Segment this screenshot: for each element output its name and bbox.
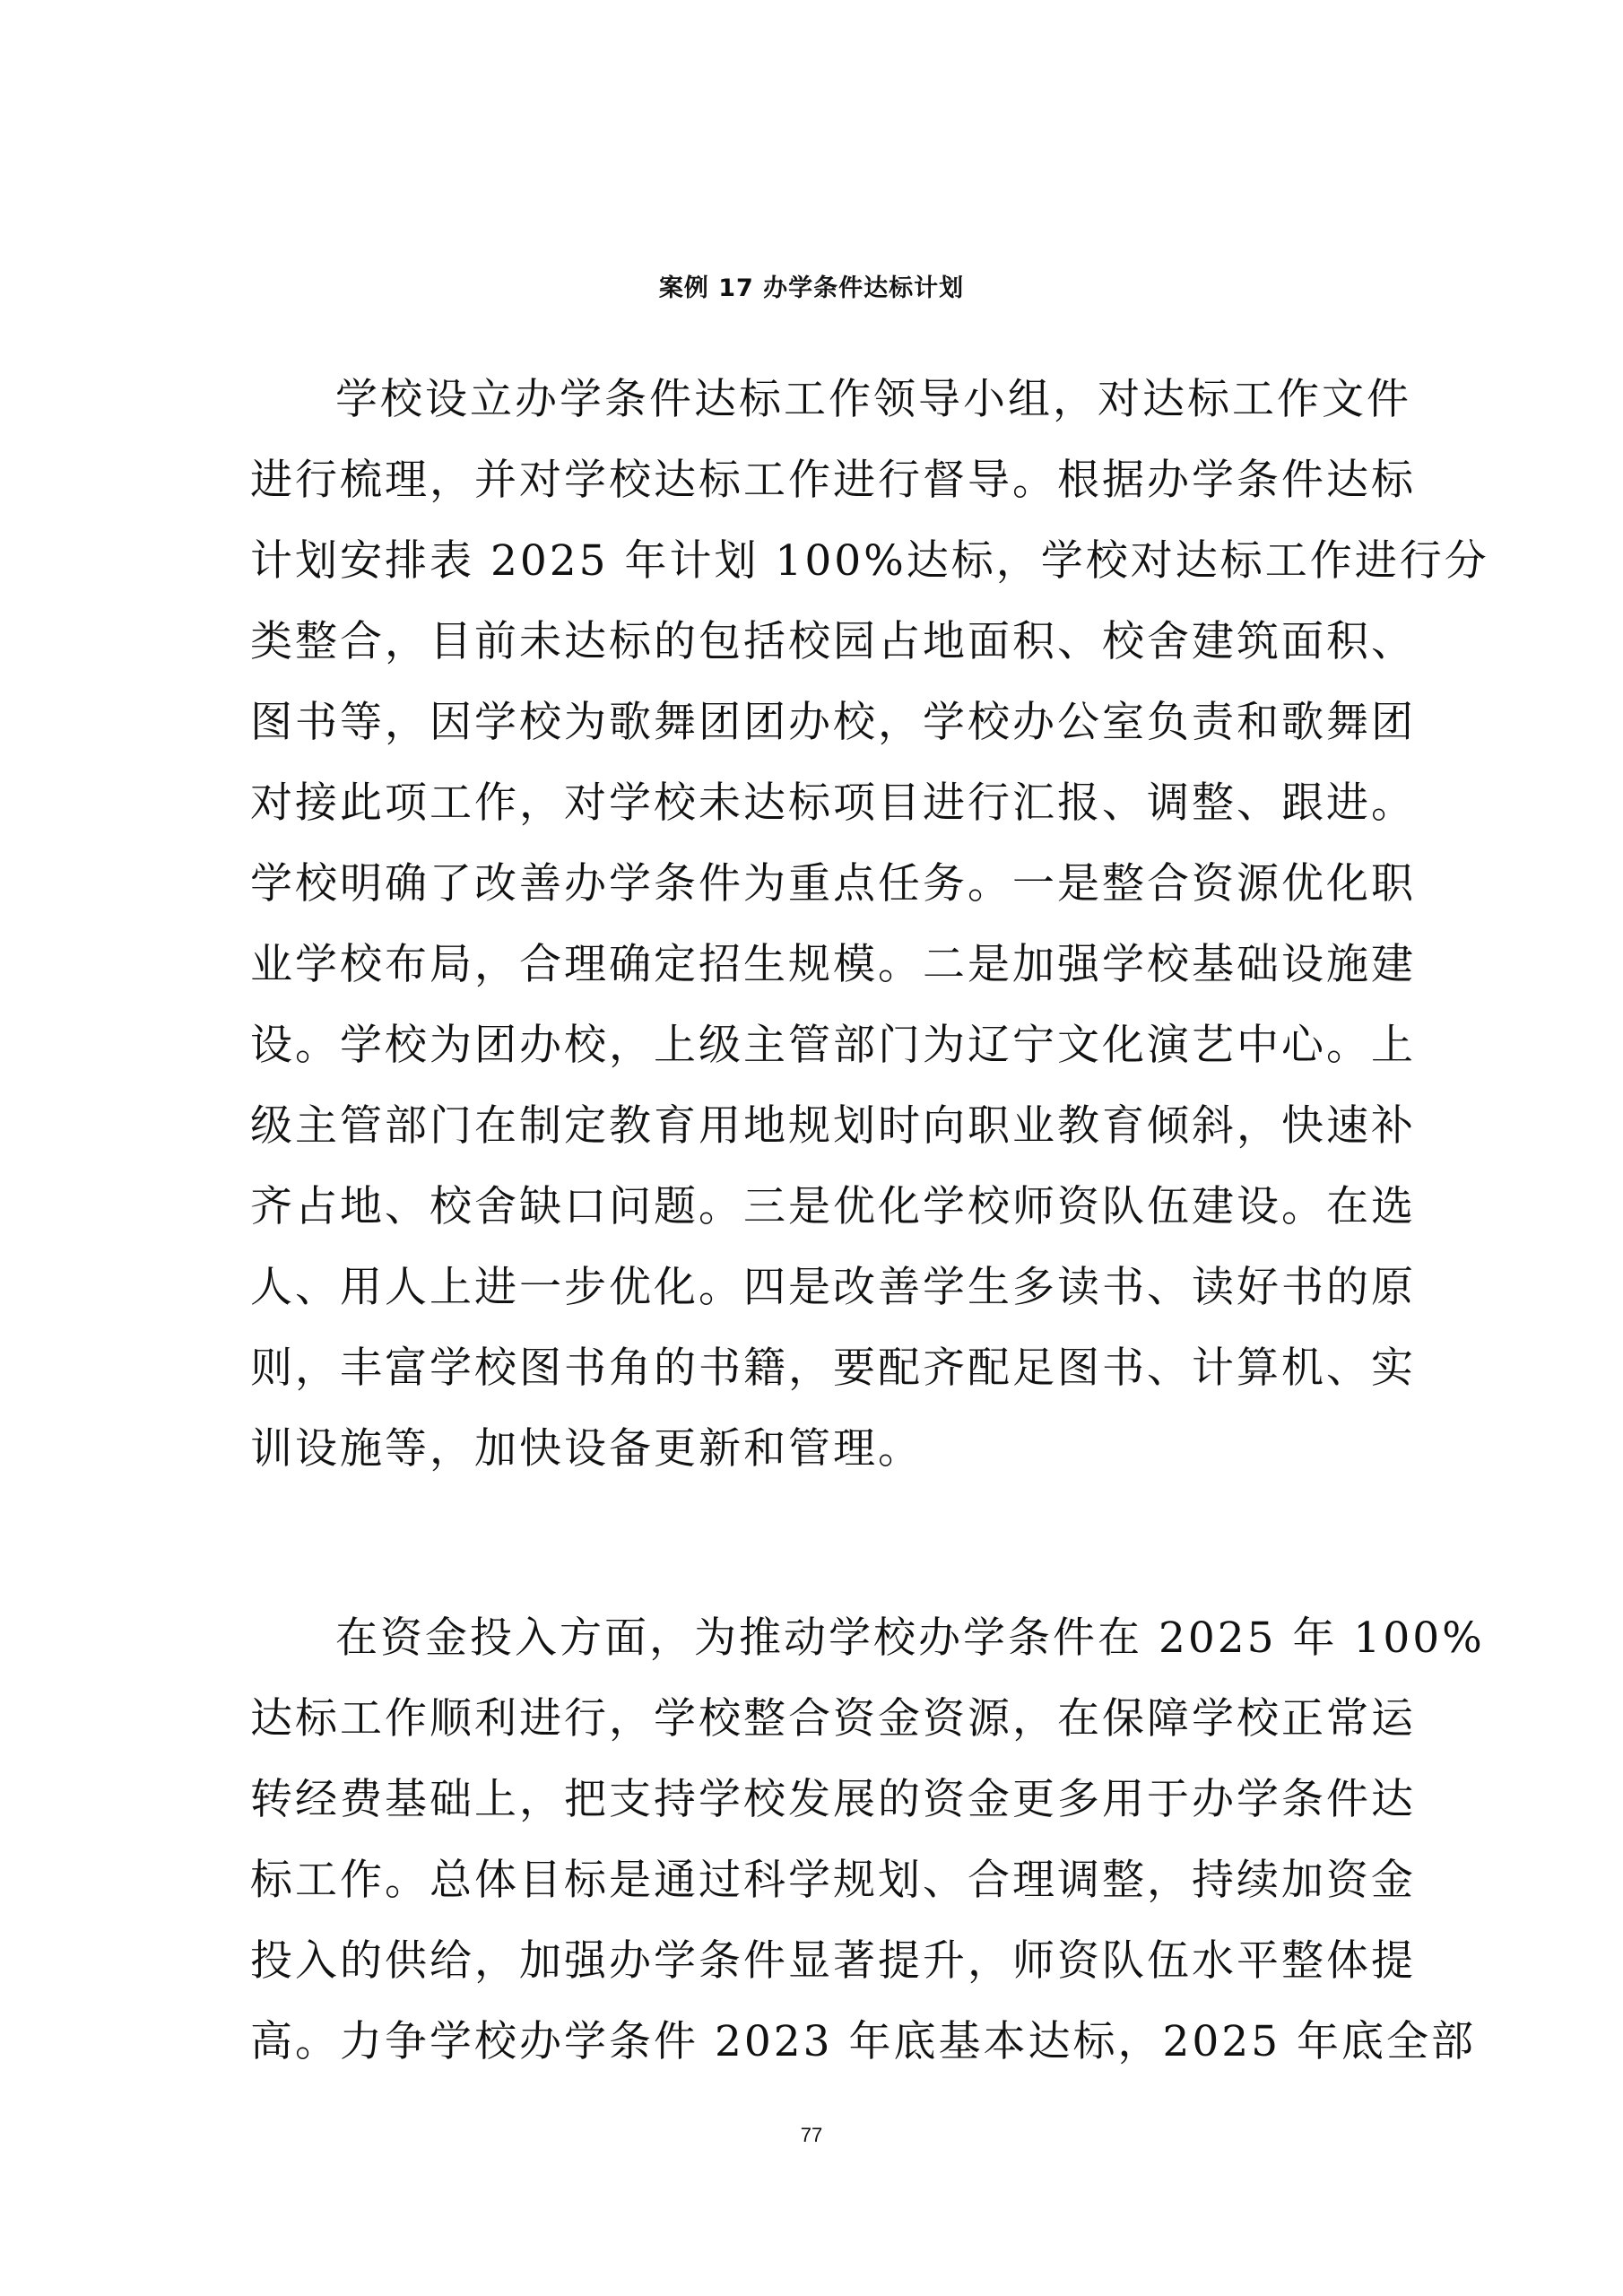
paragraph-line: 图书等，因学校为歌舞团团办校，学校办公室负责和歌舞团	[250, 698, 1416, 747]
paragraph-line: 类整合，目前未达标的包括校园占地面积、校舍建筑面积、	[250, 617, 1416, 666]
paragraph-line: 齐占地、校舍缺口问题。三是优化学校师资队伍建设。在选	[250, 1182, 1416, 1231]
paragraph-line: 达标工作顺利进行，学校整合资金资源，在保障学校正常运	[250, 1694, 1416, 1744]
paragraph-line: 人、用人上进一步优化。四是改善学生多读书、读好书的原	[250, 1263, 1416, 1312]
paragraph-line: 级主管部门在制定教育用地规划时向职业教育倾斜，快速补	[250, 1101, 1416, 1151]
paragraph-line: 训设施等，加快设备更新和管理。	[250, 1424, 923, 1474]
paragraph-line: 对接此项工作，对学校未达标项目进行汇报、调整、跟进。	[250, 778, 1416, 828]
paragraph-line: 转经费基础上，把支持学校发展的资金更多用于办学条件达	[250, 1775, 1416, 1824]
paragraph-2	[250, 1598, 1485, 2083]
paragraph-line: 标工作。总体目标是通过科学规划、合理调整，持续加资金	[250, 1856, 1416, 1905]
paragraph-line: 业学校布局，合理确定招生规模。二是加强学校基础设施建	[250, 940, 1416, 989]
paragraph-line: 学校明确了改善办学条件为重点任务。一是整合资源优化职	[250, 859, 1416, 909]
paragraph-line: 投入的供给，加强办学条件显著提升，师资队伍水平整体提	[250, 1936, 1416, 1986]
paragraph-line: 学校设立办学条件达标工作领导小组，对达标工作文件	[335, 375, 1411, 424]
paragraph-1	[250, 360, 1489, 1490]
paragraph-line: 则，丰富学校图书角的书籍，要配齐配足图书、计算机、实	[250, 1344, 1416, 1393]
paragraph-line: 进行梳理，并对学校达标工作进行督导。根据办学条件达标	[250, 456, 1416, 505]
paragraph-line: 计划安排表 2025 年计划 100%达标，学校对达标工作进行分	[250, 536, 1489, 586]
paragraph-line: 在资金投入方面，为推动学校办学条件在 2025 年 100%	[335, 1613, 1485, 1663]
paragraph-line: 高。力争学校办学条件 2023 年底基本达标，2025 年底全部	[250, 2017, 1477, 2066]
page-number: 77	[800, 2124, 823, 2146]
case-title: 案例 17 办学条件达标计划	[658, 274, 965, 302]
paragraph-line: 设。学校为团办校，上级主管部门为辽宁文化演艺中心。上	[250, 1021, 1416, 1070]
